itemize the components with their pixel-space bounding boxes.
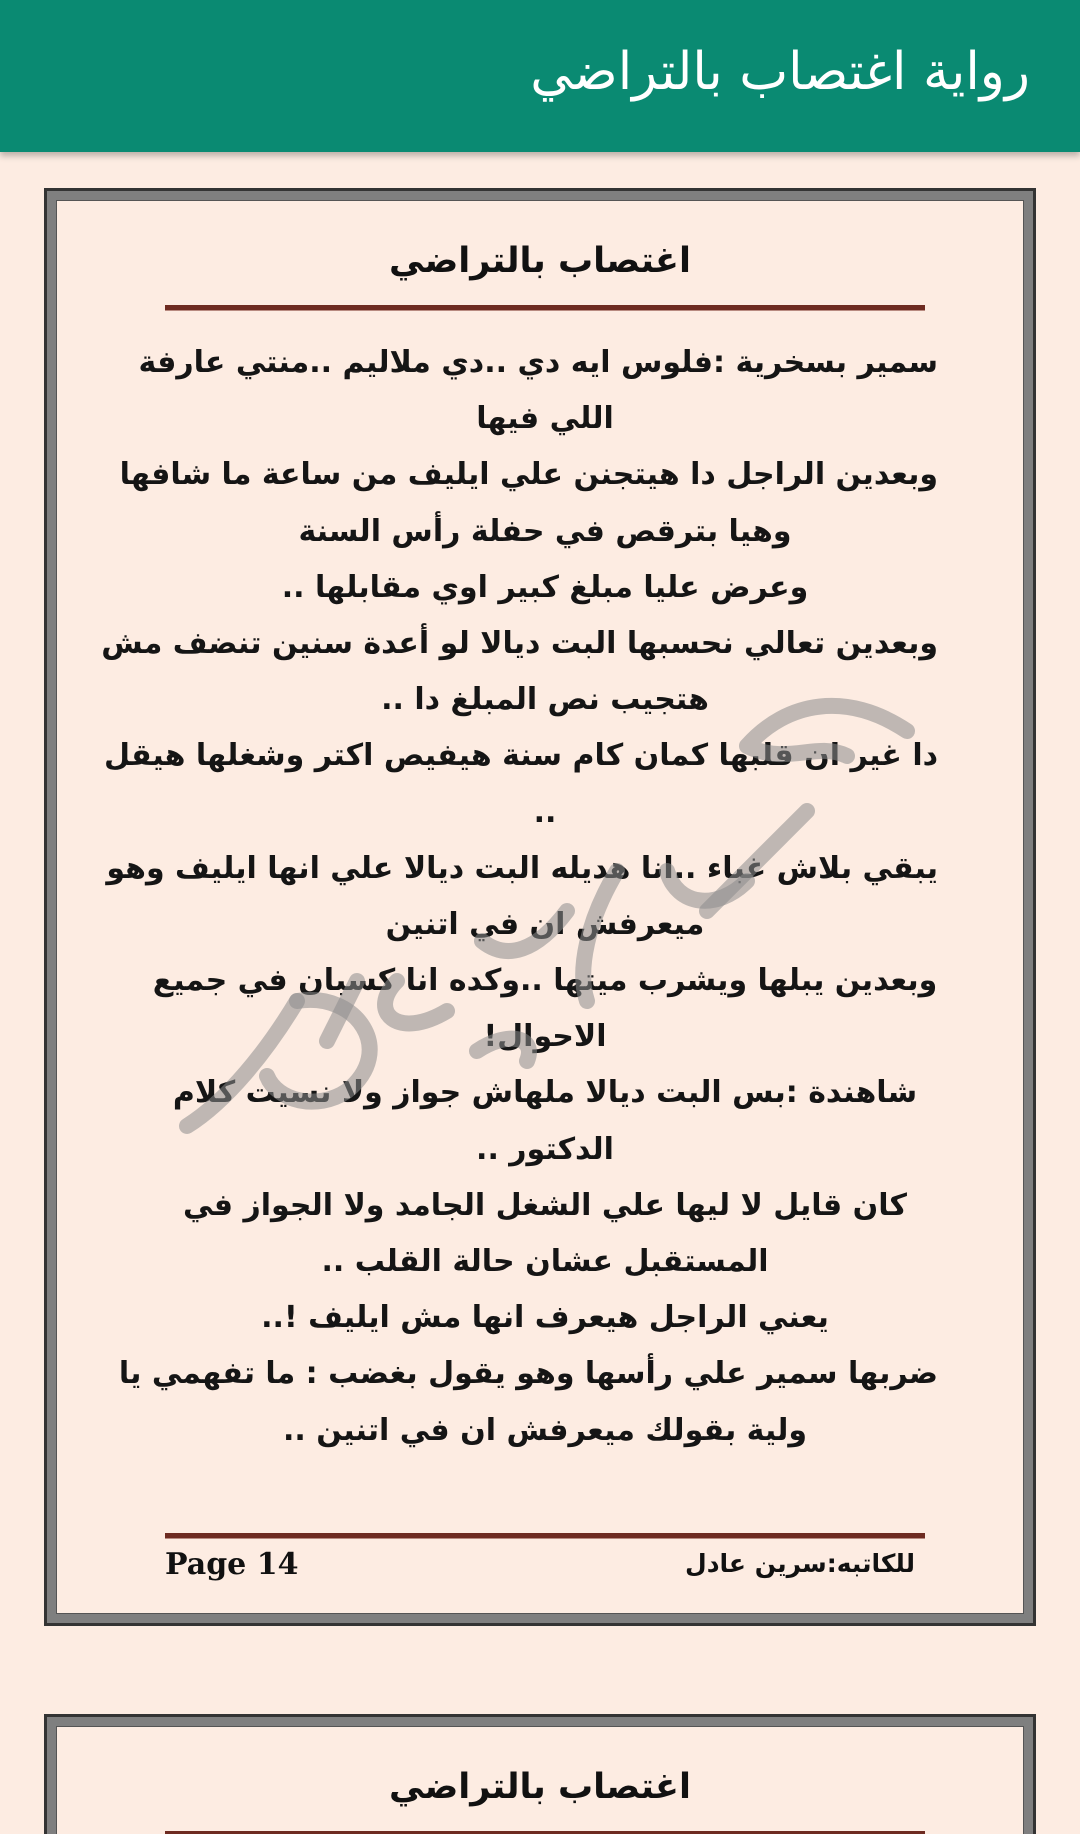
text-line: ضربها سمير علي رأسها وهو يقول بغضب : ما تفهمي يا bbox=[118, 1356, 938, 1392]
text-line: اللي فيها bbox=[476, 401, 614, 437]
text-line: وبعدين الراجل دا هيتجنن علي ايليف من ساعة ما شافها bbox=[119, 457, 938, 493]
header-rule bbox=[165, 305, 925, 311]
text-line: المستقبل عشان حالة القلب .. bbox=[321, 1244, 769, 1279]
text-line: هتجيب نص المبلغ دا .. bbox=[381, 682, 709, 718]
page-body-text bbox=[101, 335, 938, 1459]
text-line: يعني الراجل هيعرف انها مش ايليف !.. bbox=[261, 1300, 829, 1336]
text-line: سمير بسخرية :فلوس ايه دي ..دي ملاليم ..منتي عارفة bbox=[138, 345, 938, 380]
page-header-title: اغتصاب بالتراضي bbox=[389, 1767, 691, 1807]
page-content bbox=[56, 1726, 1024, 1834]
author-credit: للكاتبه:سرين عادل bbox=[685, 1549, 915, 1578]
footer-rule bbox=[165, 1533, 925, 1539]
text-line: يبقي بلاش غباء ..انا هديله البت ديالا علي انها ايليف وهو bbox=[106, 850, 938, 886]
text-line: وبعدين يبلها ويشرب ميتها ..وكده انا كسبان في جميع bbox=[152, 963, 938, 999]
text-line: دا غير ان قلبها كمان كام سنة هيفيص اكتر وشغلها هيقل bbox=[104, 738, 938, 774]
text-line: وهيا بترقص في حفلة رأس السنة bbox=[298, 513, 792, 549]
page-header-title: اغتصاب بالتراضي bbox=[389, 241, 691, 281]
document-page-next bbox=[44, 1714, 1036, 1834]
text-line: ولية بقولك ميعرفش ان في اتنين .. bbox=[282, 1412, 808, 1448]
pdf-reader-view[interactable] bbox=[0, 152, 1080, 1834]
document-page bbox=[44, 188, 1036, 1626]
page-number: Page 14 bbox=[165, 1547, 299, 1582]
text-line: الدكتور .. bbox=[476, 1131, 614, 1167]
text-line: الاحوال! bbox=[483, 1019, 607, 1055]
text-line: وبعدين تعالي نحسبها البت ديالا لو أعدة سنين تنضف مش bbox=[101, 625, 938, 661]
text-line: ميعرفش ان في اتنين bbox=[385, 906, 705, 942]
text-line: .. bbox=[533, 794, 557, 830]
text-line: شاهندة :بس البت ديالا ملهاش جواز ولا نسيت كلام bbox=[172, 1075, 918, 1111]
page-content bbox=[56, 200, 1024, 1614]
text-line: كان قايل لا ليها علي الشغل الجامد ولا الجواز في bbox=[183, 1187, 907, 1223]
app-title: رواية اغتصاب بالتراضي bbox=[530, 42, 1030, 102]
text-line: وعرض عليا مبلغ كبير اوي مقابلها .. bbox=[281, 569, 809, 605]
app-bar bbox=[0, 0, 1080, 152]
